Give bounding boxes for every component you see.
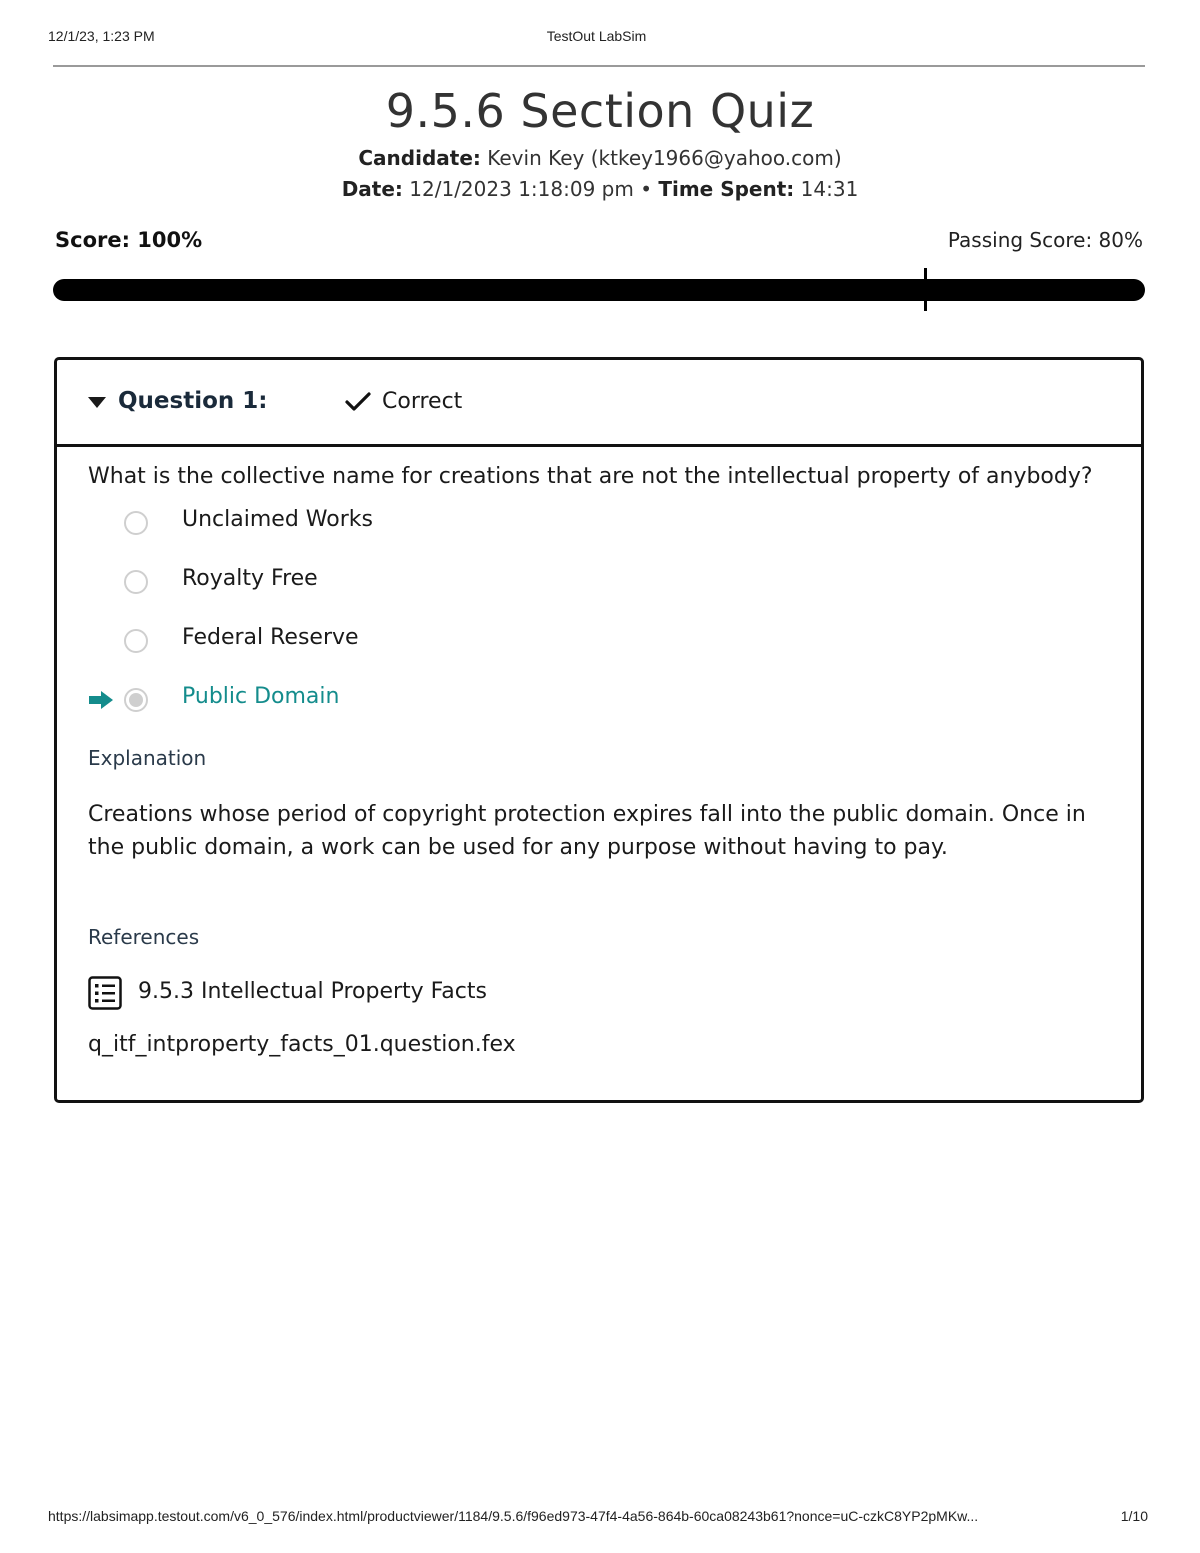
option-public-domain[interactable] bbox=[88, 684, 788, 720]
question-header[interactable] bbox=[57, 360, 1141, 447]
question-text: What is the collective name for creations that are not the intellectual property of anybody? bbox=[88, 464, 1093, 489]
option-label: Royalty Free bbox=[182, 566, 318, 591]
question-status: Correct bbox=[382, 389, 463, 414]
explanation-heading: Explanation bbox=[88, 746, 207, 770]
print-title: TestOut LabSim bbox=[546, 28, 647, 44]
arrow-right-icon bbox=[88, 690, 114, 710]
candidate-line bbox=[0, 146, 1200, 170]
references-heading: References bbox=[88, 925, 200, 949]
date-value: 12/1/2023 1:18:09 pm bbox=[409, 177, 634, 201]
header-divider bbox=[53, 65, 1145, 67]
option-royalty-free[interactable] bbox=[88, 566, 788, 602]
page-number: 1/10 bbox=[1120, 1508, 1148, 1524]
radio-button-selected[interactable] bbox=[124, 688, 148, 712]
option-label: Unclaimed Works bbox=[182, 507, 373, 532]
caret-down-icon[interactable] bbox=[88, 397, 106, 408]
list-doc-icon bbox=[88, 976, 122, 1010]
print-header bbox=[48, 28, 1145, 48]
option-label: Federal Reserve bbox=[182, 625, 359, 650]
score-label: Score: 100% bbox=[55, 228, 203, 252]
print-footer bbox=[48, 1508, 1148, 1528]
radio-button[interactable] bbox=[124, 570, 148, 594]
checkmark-icon bbox=[344, 390, 372, 414]
date-line bbox=[0, 177, 1200, 201]
page-title: 9.5.6 Section Quiz bbox=[385, 84, 815, 138]
question-card bbox=[54, 357, 1144, 1103]
page-url: https://labsimapp.testout.com/v6_0_576/index.html/productviewer/1184/9.5.6/f96ed973-47f4-4a56-864b-60ca08243b61?nonce=uC-czkC8YP2pMKw... bbox=[48, 1508, 979, 1524]
candidate-label: Candidate: bbox=[358, 146, 481, 170]
reference-link[interactable]: 9.5.3 Intellectual Property Facts bbox=[138, 979, 487, 1004]
time-spent-label: Time Spent: bbox=[658, 177, 795, 201]
reference-file: q_itf_intproperty_facts_01.question.fex bbox=[88, 1032, 516, 1057]
radio-button[interactable] bbox=[124, 511, 148, 535]
time-spent-value: 14:31 bbox=[800, 177, 859, 201]
passing-score-marker bbox=[924, 268, 927, 311]
option-unclaimed-works[interactable] bbox=[88, 507, 788, 543]
question-number: Question 1: bbox=[118, 388, 268, 414]
meta-separator: • bbox=[640, 177, 652, 201]
passing-score-label: Passing Score: 80% bbox=[947, 228, 1143, 252]
score-progress-bar bbox=[53, 279, 1145, 301]
option-label-correct: Public Domain bbox=[182, 684, 340, 709]
option-federal-reserve[interactable] bbox=[88, 625, 788, 661]
candidate-value: Kevin Key (ktkey1966@yahoo.com) bbox=[487, 146, 842, 170]
print-datetime: 12/1/23, 1:23 PM bbox=[48, 28, 155, 44]
explanation-text: Creations whose period of copyright protection expires fall into the public domain. Once in the public domain, a work can be used for any purpose without having to pay. bbox=[88, 802, 1086, 860]
date-label: Date: bbox=[341, 177, 403, 201]
radio-button[interactable] bbox=[124, 629, 148, 653]
